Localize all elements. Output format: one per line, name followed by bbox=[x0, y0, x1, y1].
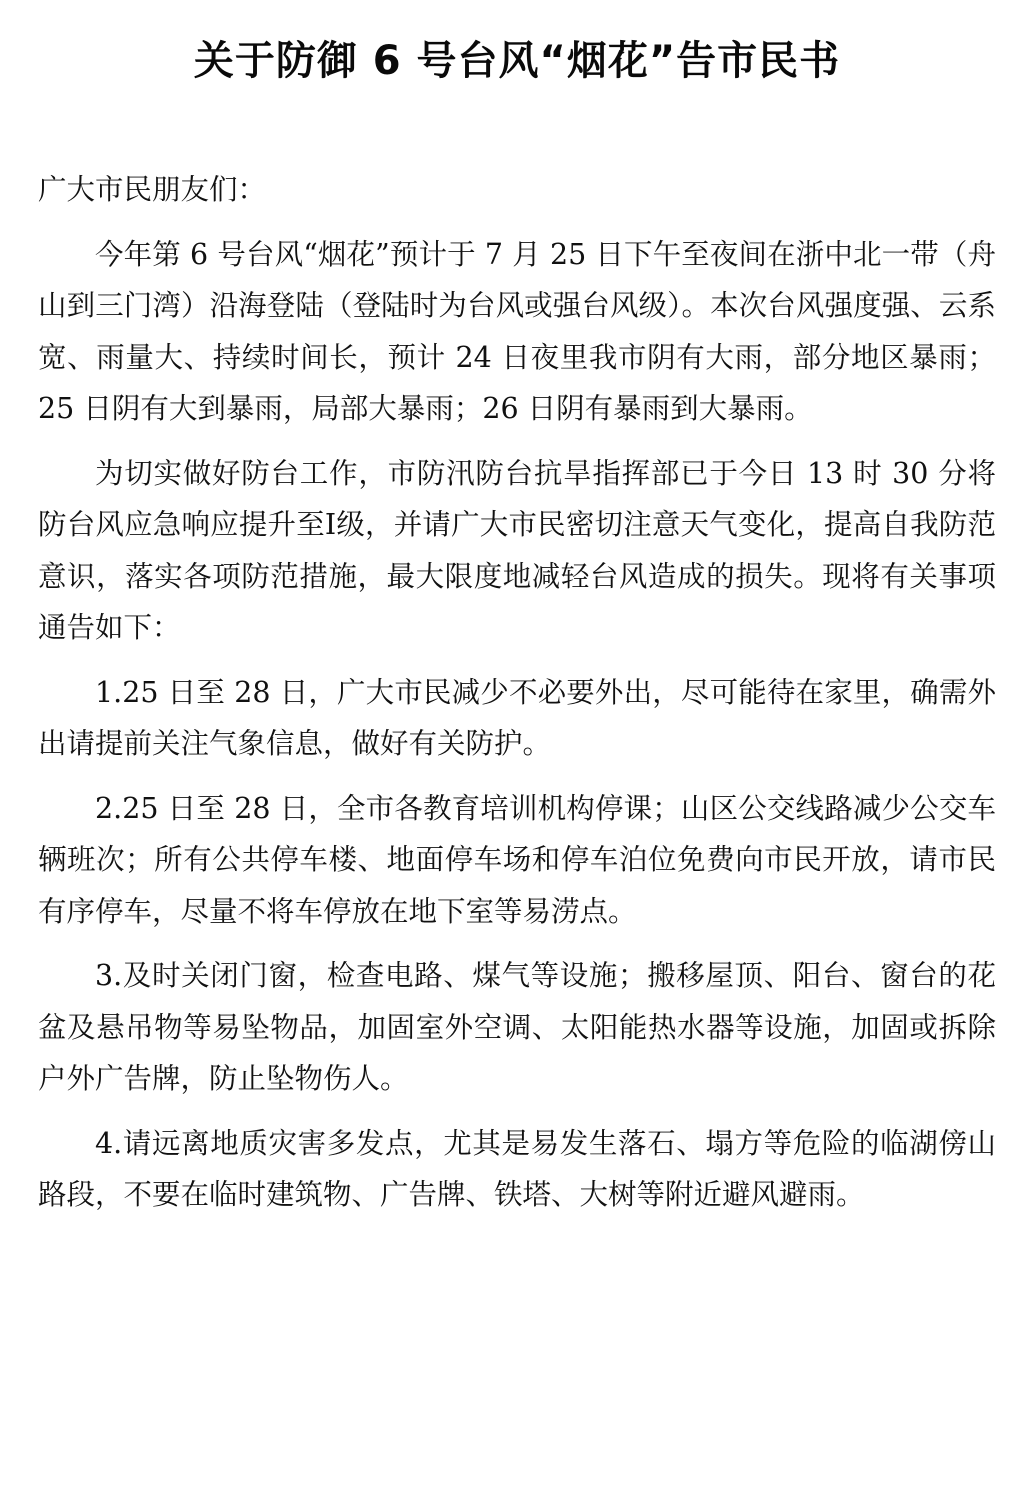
document-body bbox=[38, 164, 996, 1221]
paragraph-item-2: 2.25 日至 28 日，全市各教育培训机构停课；山区公交线路减少公交车辆班次；所有公共停车楼、地面停车场和停车泊位免费向市民开放，请市民有序停车，尽量不将车停放在地下室等易涝点。 bbox=[38, 791, 996, 928]
salutation: 广大市民朋友们： bbox=[38, 173, 267, 206]
paragraph-item-1: 1.25 日至 28 日，广大市民减少不必要外出，尽可能待在家里，确需外出请提前关注气象信息，做好有关防护。 bbox=[38, 675, 996, 760]
paragraph-item-4: 4.请远离地质灾害多发点，尤其是易发生落石、塌方等危险的临湖傍山路段，不要在临时建筑物、广告牌、铁塔、大树等附近避风避雨。 bbox=[38, 1126, 996, 1211]
document-title: 关于防御 6 号台风“烟花”告市民书 bbox=[193, 38, 841, 84]
paragraph-emergency-response: 为切实做好防台工作，市防汛防台抗旱指挥部已于今日 13 时 30 分将防台风应急响应提升至Ⅰ级，并请广大市民密切注意天气变化，提高自我防范意识，落实各项防范措施，最大限度地减轻台风造成的损失。现将有关事项通告如下： bbox=[38, 456, 996, 644]
paragraph-item-3: 3.及时关闭门窗，检查电路、煤气等设施；搬移屋顶、阳台、窗台的花盆及悬吊物等易坠物品，加固室外空调、太阳能热水器等设施，加固或拆除户外广告牌，防止坠物伤人。 bbox=[38, 959, 996, 1095]
paragraph-forecast: 今年第 6 号台风“烟花”预计于 7 月 25 日下午至夜间在浙中北一带（舟山到三门湾）沿海登陆（登陆时为台风或强台风级）。本次台风强度强、云系宽、雨量大、持续时间长，预计 24 日夜里我市阴有大雨，部分地区暴雨；25 日阴有大到暴雨，局部大暴雨；26 日阴有暴雨到大暴雨。 bbox=[38, 237, 996, 425]
